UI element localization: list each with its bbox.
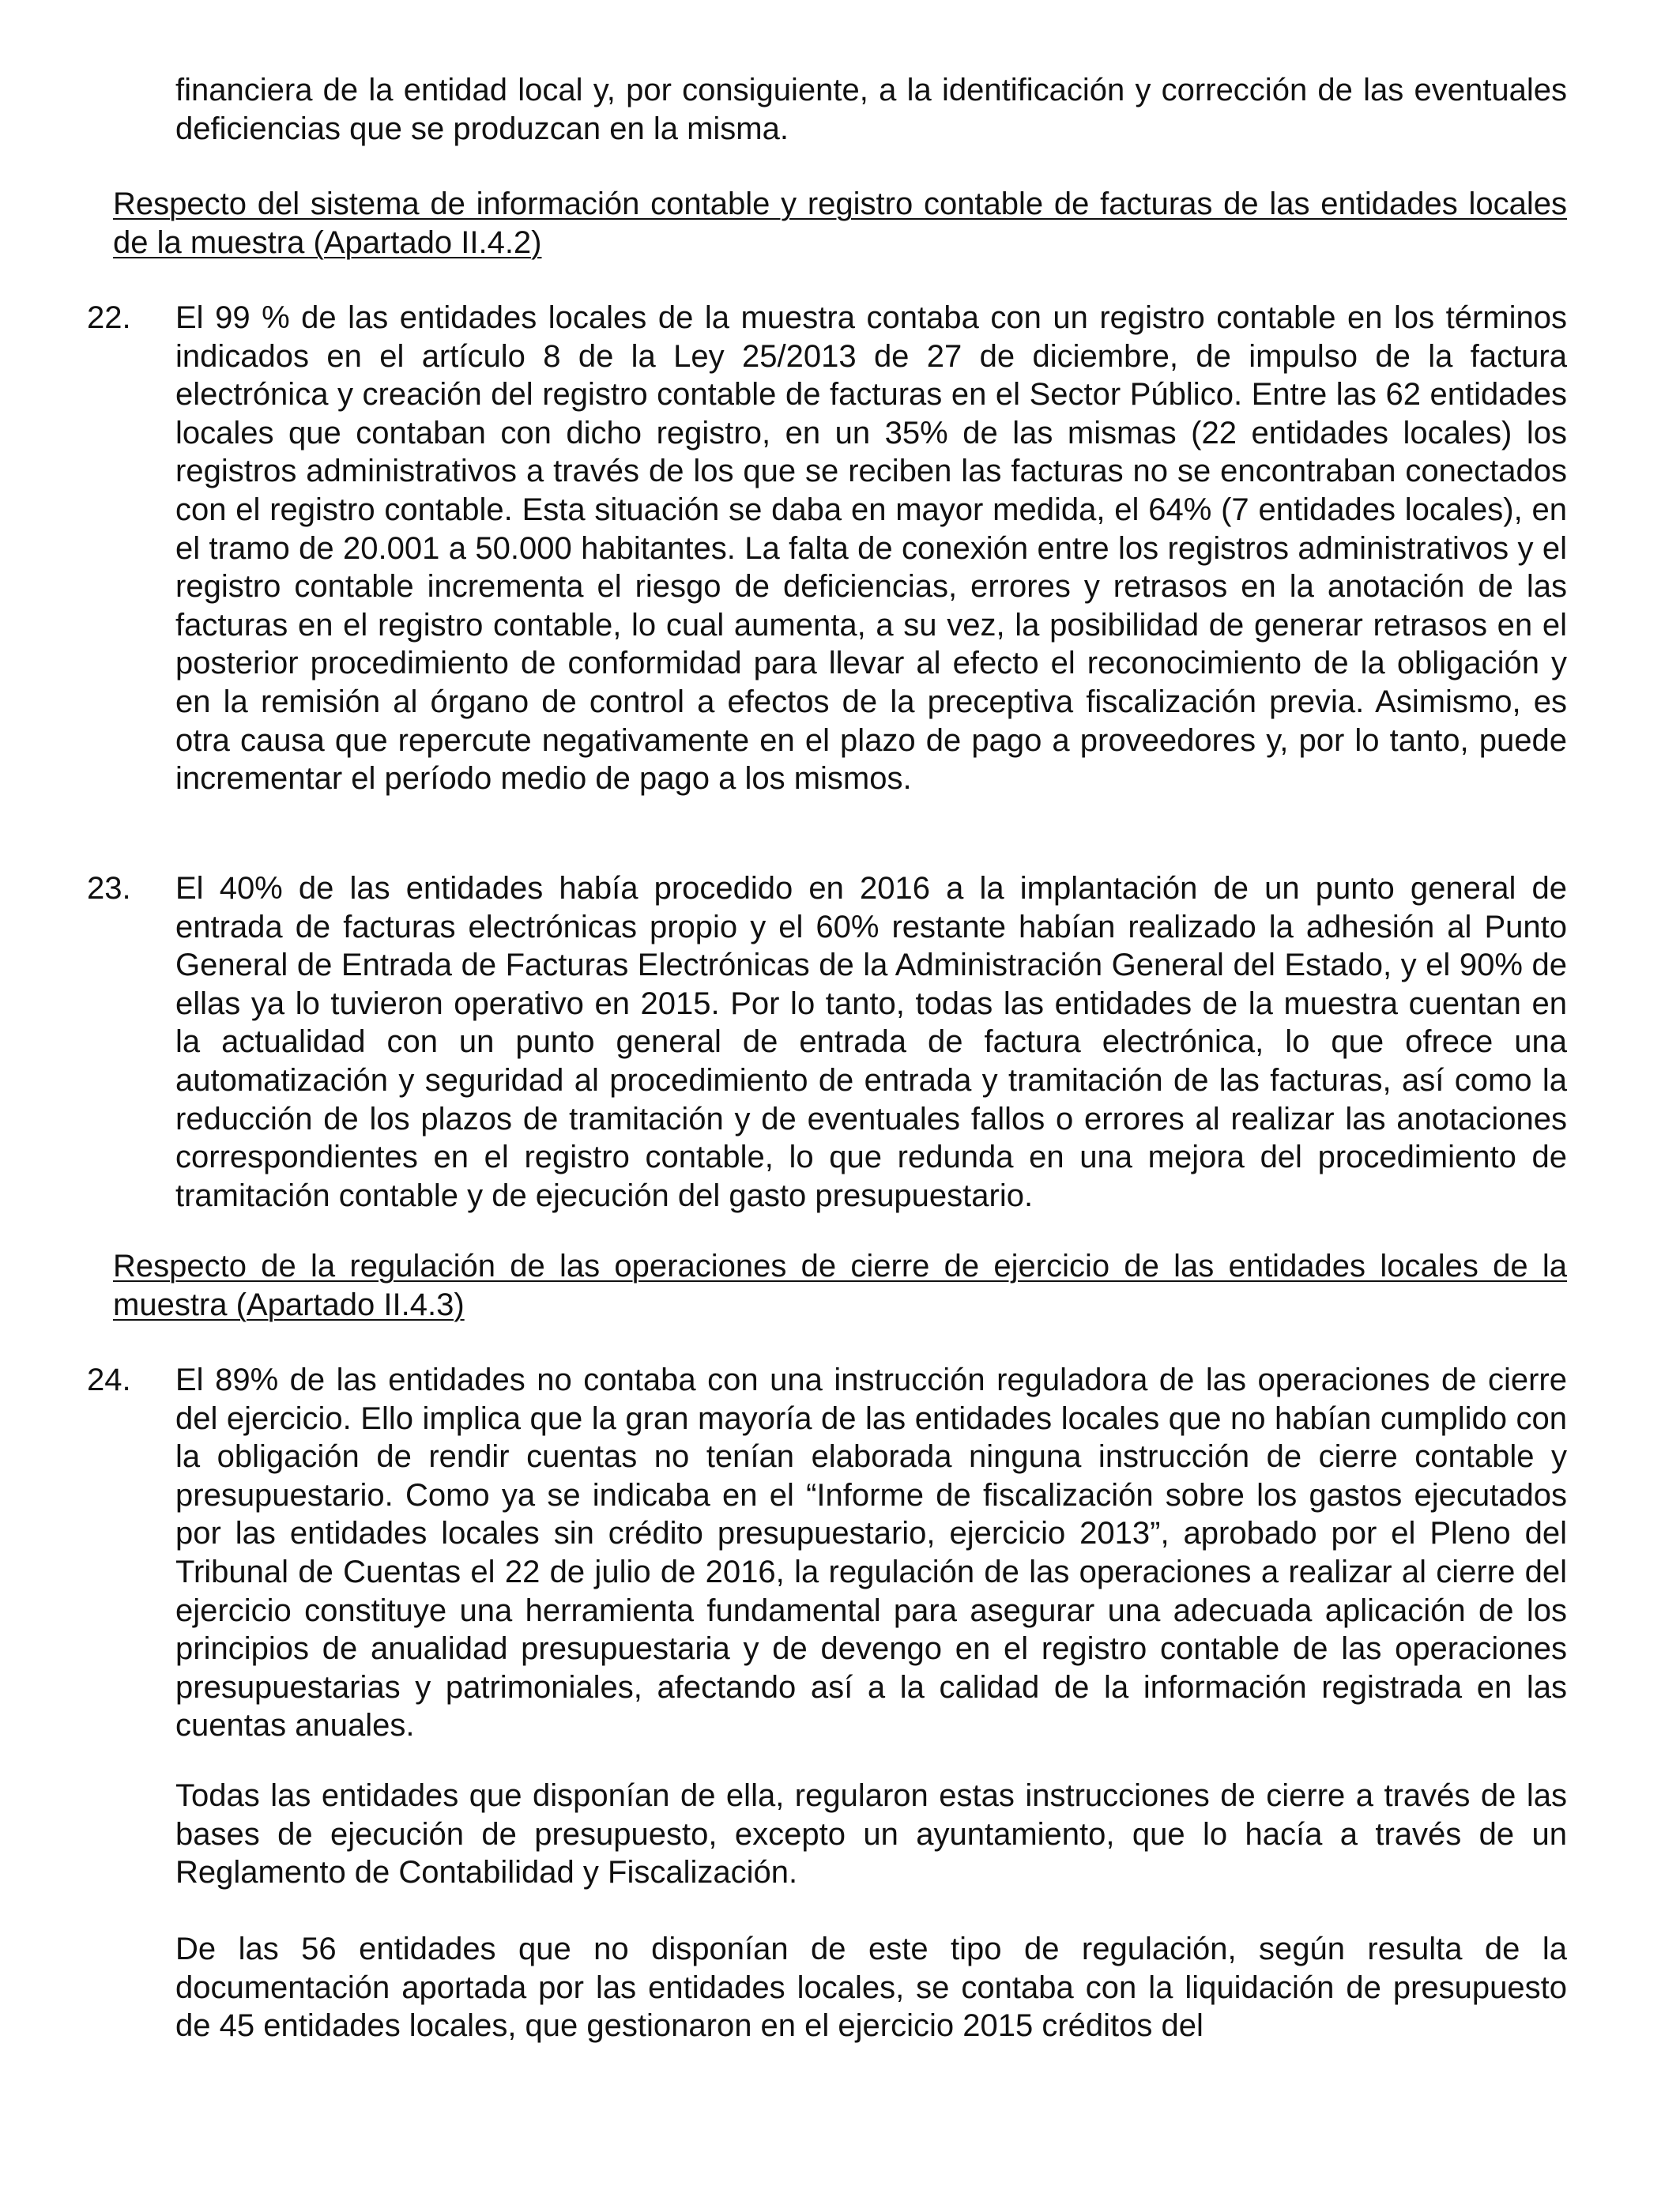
item-paragraph-22: El 99 % de las entidades locales de la muestra contaba con un registro contable en los términos indicados en el artículo 8 de la Ley 25/2013 de 27 de diciembre, de impulso de la factura electrónica y creación del registro contable de facturas en el Sector Público. Entre las 62 entidades locales que contaban con dicho registro, en un 35% de las mismas (22 entidades locales) los registros administrativos a través de los que se reciben las facturas no se encontraban conectados con el registro contable. Esta situación se daba en mayor medida, el 64% (7 entidades locales), en el tramo de 20.001 a 50.000 habitantes. La falta de conexión entre los registros administrativos y el registro contable incrementa el riesgo de deficiencias, errores y retrasos en la anotación de las facturas en el registro contable, lo cual aumenta, a su vez, la posibilidad de generar retrasos en el posterior procedimiento de conformidad para llevar al efecto el reconocimiento de la obligación y en la remisión al órgano de control a efectos de la preceptiva fiscalización previa. Asimismo, es otra causa que repercute negativamente en el plazo de pago a proveedores y, por lo tanto, puede incrementar el período medio de pago a los mismos. [175,300,1567,797]
item-number-24: 24. [87,1363,131,1397]
section-heading-information-system: Respecto del sistema de información contable y registro contable de facturas de las entidades locales de la muestra (Apartado II.4.2) [113,187,1567,260]
section-heading-closing-operations: Respecto de la regulación de las operaciones de cierre de ejercicio de las entidades locales de la muestra (Apartado II.4.3) [113,1249,1567,1322]
item-paragraph-24: El 89% de las entidades no contaba con una instrucción reguladora de las operaciones de cierre del ejercicio. Ello implica que la gran mayoría de las entidades locales que no habían cumplido con la obligación de rendir cuentas no tenían elaborada ninguna instrucción de cierre contable y presupuestario. Como ya se indicaba en el “Informe de fiscalización sobre los gastos ejecutados por las entidades locales sin crédito presupuestario, ejercicio 2013”, aprobado por el Pleno del Tribunal de Cuentas el 22 de julio de 2016, la regulación de las operaciones a realizar al cierre del ejercicio constituye una herramienta fundamental para asegurar una adecuada aplicación de los principios de anualidad presupuestaria y de devengo en el registro contable de las operaciones presupuestarias y patrimoniales, afectando así a la calidad de la información registrada en las cuentas anuales. [175,1363,1567,1744]
intro-paragraph: financiera de la entidad local y, por consiguiente, a la identificación y corrección de las eventuales deficiencias que se produzcan en la misma. [175,73,1567,146]
item-24-continuation-2: De las 56 entidades que no disponían de este tipo de regulación, según resulta de la documentación aportada por las entidades locales, se contaba con la liquidación de presupuesto de 45 entidades locales, que gestionaron en el ejercicio 2015 créditos del [175,1932,1567,2044]
item-number-22: 22. [87,300,131,335]
item-paragraph-23: El 40% de las entidades había procedido en 2016 a la implantación de un punto general de entrada de facturas electrónicas propio y el 60% restante habían realizado la adhesión al Punto General de Entrada de Facturas Electrónicas de la Administración General del Estado, y el 90% de ellas ya lo tuvieron operativo en 2015. Por lo tanto, todas las entidades de la muestra cuentan en la actualidad con un punto general de entrada de factura electrónica, lo que ofrece una automatización y seguridad al procedimiento de entrada y tramitación de las facturas, así como la reducción de los plazos de tramitación y de eventuales fallos o errores al realizar las anotaciones correspondientes en el registro contable, lo que redunda en una mejora del procedimiento de tramitación contable y de ejecución del gasto presupuestario. [175,871,1567,1213]
item-24-continuation-1: Todas las entidades que disponían de ella, regularon estas instrucciones de cierre a través de las bases de ejecución de presupuesto, excepto un ayuntamiento, que lo hacía a través de un Reglamento de Contabilidad y Fiscalización. [175,1778,1567,1891]
item-number-23: 23. [87,871,131,906]
